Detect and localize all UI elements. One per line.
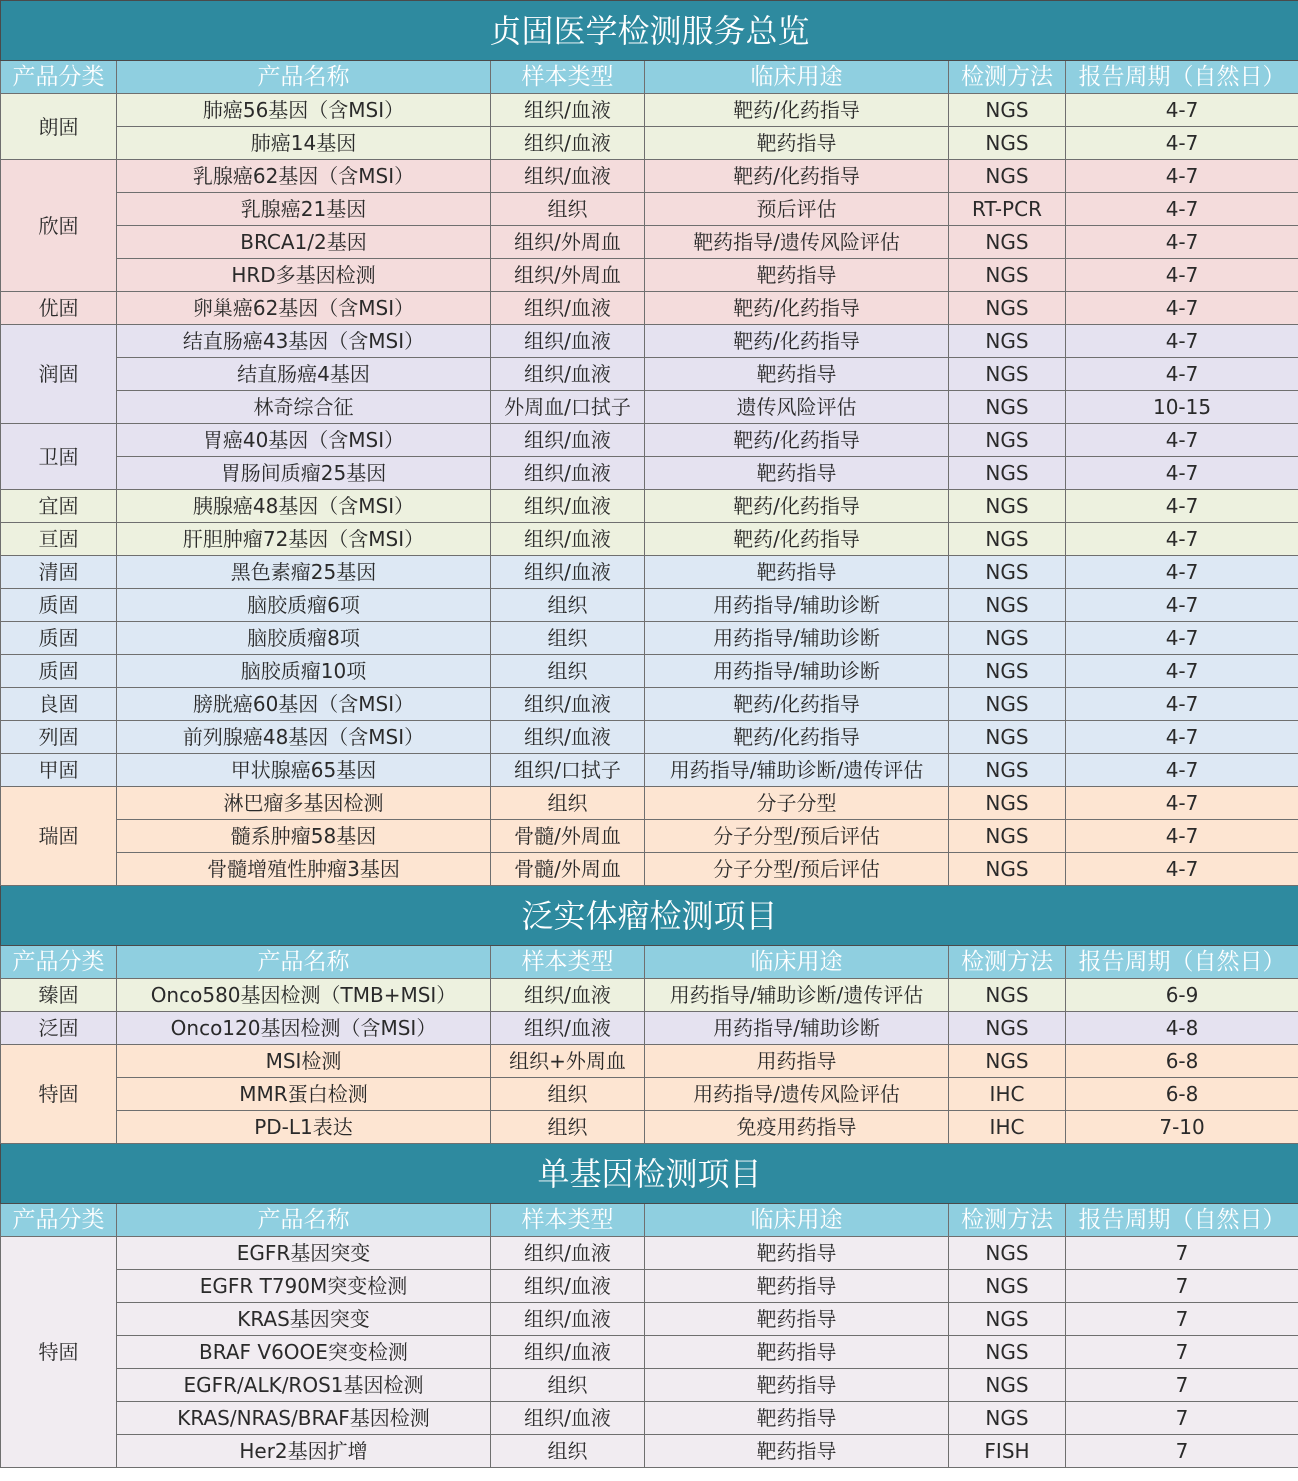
table-row: [1, 1435, 1298, 1468]
clinical-use-cell: 靶药/化药指导: [645, 160, 949, 193]
report-cycle-cell: 4-7: [1066, 160, 1298, 193]
report-cycle-cell: 4-7: [1066, 457, 1298, 490]
table-row: [1, 1111, 1298, 1144]
sample-type-cell: 组织/血液: [491, 1270, 645, 1303]
clinical-use-cell: 靶药/化药指导: [645, 688, 949, 721]
product-name-cell: BRCA1/2基因: [117, 226, 491, 259]
table-row: [1, 655, 1298, 688]
clinical-use-cell: 分子分型/预后评估: [645, 853, 949, 886]
sample-type-cell: 组织/血液: [491, 556, 645, 589]
sample-type-cell: 组织/血液: [491, 160, 645, 193]
clinical-use-cell: 靶药/化药指导: [645, 292, 949, 325]
table-row: [1, 226, 1298, 259]
report-cycle-cell: 10-15: [1066, 391, 1298, 424]
product-name-cell: MMR蛋白检测: [117, 1078, 491, 1111]
product-name-cell: 髓系肿瘤58基因: [117, 820, 491, 853]
column-header: 产品名称: [117, 946, 491, 979]
method-cell: NGS: [949, 1012, 1066, 1045]
product-name-cell: 肝胆肿瘤72基因（含MSI）: [117, 523, 491, 556]
method-cell: NGS: [949, 325, 1066, 358]
clinical-use-cell: 用药指导/辅助诊断: [645, 655, 949, 688]
table-row: [1, 820, 1298, 853]
section-title-row: [1, 1, 1298, 61]
method-cell: NGS: [949, 391, 1066, 424]
sample-type-cell: 外周血/口拭子: [491, 391, 645, 424]
column-header: 检测方法: [949, 1204, 1066, 1237]
report-cycle-cell: 4-7: [1066, 490, 1298, 523]
method-cell: FISH: [949, 1435, 1066, 1468]
table-row: [1, 1270, 1298, 1303]
report-cycle-cell: 4-7: [1066, 358, 1298, 391]
column-header: 报告周期（自然日）: [1066, 61, 1298, 94]
method-cell: NGS: [949, 688, 1066, 721]
table-row: [1, 160, 1298, 193]
column-header: 报告周期（自然日）: [1066, 946, 1298, 979]
table-row: [1, 754, 1298, 787]
clinical-use-cell: 用药指导/辅助诊断: [645, 622, 949, 655]
sample-type-cell: 组织/外周血: [491, 226, 645, 259]
product-name-cell: PD-L1表达: [117, 1111, 491, 1144]
column-header: 产品名称: [117, 1204, 491, 1237]
category-cell: 质固: [1, 655, 117, 688]
clinical-use-cell: 靶药/化药指导: [645, 94, 949, 127]
method-cell: NGS: [949, 490, 1066, 523]
sample-type-cell: 组织/血液: [491, 457, 645, 490]
column-header: 产品分类: [1, 1204, 117, 1237]
sample-type-cell: 骨髓/外周血: [491, 853, 645, 886]
clinical-use-cell: 用药指导/辅助诊断: [645, 589, 949, 622]
column-header: 检测方法: [949, 946, 1066, 979]
column-header: 临床用途: [645, 1204, 949, 1237]
category-cell: 朗固: [1, 94, 117, 160]
sample-type-cell: 组织: [491, 193, 645, 226]
sample-type-cell: 组织/血液: [491, 688, 645, 721]
table-row: [1, 490, 1298, 523]
table-row: [1, 358, 1298, 391]
report-cycle-cell: 4-7: [1066, 523, 1298, 556]
sample-type-cell: 组织/血液: [491, 94, 645, 127]
report-cycle-cell: 4-7: [1066, 127, 1298, 160]
product-name-cell: 结直肠癌4基因: [117, 358, 491, 391]
method-cell: NGS: [949, 127, 1066, 160]
method-cell: NGS: [949, 1237, 1066, 1270]
category-cell: 良固: [1, 688, 117, 721]
section-title-row: [1, 1144, 1298, 1204]
table-row: [1, 1402, 1298, 1435]
clinical-use-cell: 靶药指导: [645, 1303, 949, 1336]
report-cycle-cell: 7: [1066, 1303, 1298, 1336]
table-row: [1, 1336, 1298, 1369]
table-row: [1, 457, 1298, 490]
sample-type-cell: 组织/血液: [491, 1303, 645, 1336]
method-cell: IHC: [949, 1078, 1066, 1111]
column-header: 样本类型: [491, 946, 645, 979]
clinical-use-cell: 靶药/化药指导: [645, 490, 949, 523]
product-name-cell: 胃癌40基因（含MSI）: [117, 424, 491, 457]
table-row: [1, 787, 1298, 820]
product-name-cell: 卵巢癌62基因（含MSI）: [117, 292, 491, 325]
category-cell: 欣固: [1, 160, 117, 292]
product-name-cell: 甲状腺癌65基因: [117, 754, 491, 787]
column-header: 检测方法: [949, 61, 1066, 94]
sample-type-cell: 组织: [491, 655, 645, 688]
table-row: [1, 622, 1298, 655]
report-cycle-cell: 4-7: [1066, 424, 1298, 457]
category-cell: 亘固: [1, 523, 117, 556]
column-header: 产品分类: [1, 946, 117, 979]
table-row: [1, 94, 1298, 127]
table-row: [1, 688, 1298, 721]
clinical-use-cell: 靶药指导: [645, 1369, 949, 1402]
report-cycle-cell: 4-7: [1066, 226, 1298, 259]
column-header: 报告周期（自然日）: [1066, 1204, 1298, 1237]
clinical-use-cell: 预后评估: [645, 193, 949, 226]
product-name-cell: 乳腺癌21基因: [117, 193, 491, 226]
method-cell: NGS: [949, 787, 1066, 820]
category-cell: 优固: [1, 292, 117, 325]
method-cell: NGS: [949, 457, 1066, 490]
report-cycle-cell: 4-7: [1066, 325, 1298, 358]
sample-type-cell: 组织: [491, 1369, 645, 1402]
report-cycle-cell: 4-7: [1066, 556, 1298, 589]
method-cell: NGS: [949, 292, 1066, 325]
sample-type-cell: 组织/血液: [491, 1402, 645, 1435]
clinical-use-cell: 靶药指导: [645, 1237, 949, 1270]
product-name-cell: 胃肠间质瘤25基因: [117, 457, 491, 490]
sample-type-cell: 组织/血液: [491, 424, 645, 457]
product-name-cell: HRD多基因检测: [117, 259, 491, 292]
section-title: 贞固医学检测服务总览: [1, 1, 1298, 61]
category-cell: 宜固: [1, 490, 117, 523]
clinical-use-cell: 靶药指导: [645, 1402, 949, 1435]
clinical-use-cell: 靶药指导: [645, 259, 949, 292]
clinical-use-cell: 靶药指导: [645, 1435, 949, 1468]
product-name-cell: BRAF V6OOE突变检测: [117, 1336, 491, 1369]
product-name-cell: EGFR T790M突变检测: [117, 1270, 491, 1303]
table-row: [1, 589, 1298, 622]
method-cell: NGS: [949, 754, 1066, 787]
table-row: [1, 1237, 1298, 1270]
sample-type-cell: 组织/血液: [491, 325, 645, 358]
category-cell: 臻固: [1, 979, 117, 1012]
table-row: [1, 193, 1298, 226]
sample-type-cell: 组织/血液: [491, 721, 645, 754]
product-name-cell: 淋巴瘤多基因检测: [117, 787, 491, 820]
report-cycle-cell: 4-7: [1066, 655, 1298, 688]
report-cycle-cell: 4-7: [1066, 259, 1298, 292]
clinical-use-cell: 靶药/化药指导: [645, 523, 949, 556]
service-table-body: [1, 1, 1298, 1468]
report-cycle-cell: 6-8: [1066, 1078, 1298, 1111]
category-cell: 卫固: [1, 424, 117, 490]
method-cell: NGS: [949, 820, 1066, 853]
clinical-use-cell: 用药指导/辅助诊断/遗传评估: [645, 754, 949, 787]
table-row: [1, 1303, 1298, 1336]
report-cycle-cell: 7: [1066, 1270, 1298, 1303]
clinical-use-cell: 靶药指导: [645, 1270, 949, 1303]
clinical-use-cell: 靶药指导: [645, 556, 949, 589]
report-cycle-cell: 7: [1066, 1369, 1298, 1402]
product-name-cell: 黑色素瘤25基因: [117, 556, 491, 589]
report-cycle-cell: 4-7: [1066, 754, 1298, 787]
method-cell: NGS: [949, 1336, 1066, 1369]
method-cell: NGS: [949, 358, 1066, 391]
sample-type-cell: 组织: [491, 622, 645, 655]
product-name-cell: KRAS/NRAS/BRAF基因检测: [117, 1402, 491, 1435]
method-cell: NGS: [949, 622, 1066, 655]
method-cell: RT-PCR: [949, 193, 1066, 226]
column-header: 产品名称: [117, 61, 491, 94]
section-title: 单基因检测项目: [1, 1144, 1298, 1204]
method-cell: NGS: [949, 655, 1066, 688]
category-cell: 泛固: [1, 1012, 117, 1045]
column-header: 样本类型: [491, 61, 645, 94]
column-header: 产品分类: [1, 61, 117, 94]
table-row: [1, 325, 1298, 358]
sample-type-cell: 组织/外周血: [491, 259, 645, 292]
report-cycle-cell: 7: [1066, 1435, 1298, 1468]
report-cycle-cell: 4-7: [1066, 622, 1298, 655]
sample-type-cell: 组织/血液: [491, 490, 645, 523]
report-cycle-cell: 4-7: [1066, 787, 1298, 820]
sample-type-cell: 组织/血液: [491, 358, 645, 391]
clinical-use-cell: 分子分型: [645, 787, 949, 820]
sample-type-cell: 组织/血液: [491, 523, 645, 556]
report-cycle-cell: 4-7: [1066, 292, 1298, 325]
sample-type-cell: 组织/口拭子: [491, 754, 645, 787]
report-cycle-cell: 6-9: [1066, 979, 1298, 1012]
category-cell: 特固: [1, 1045, 117, 1144]
product-name-cell: 肺癌56基因（含MSI）: [117, 94, 491, 127]
clinical-use-cell: 靶药指导: [645, 457, 949, 490]
column-header: 临床用途: [645, 946, 949, 979]
report-cycle-cell: 4-7: [1066, 820, 1298, 853]
clinical-use-cell: 靶药指导: [645, 358, 949, 391]
sample-type-cell: 组织/血液: [491, 1336, 645, 1369]
category-cell: 甲固: [1, 754, 117, 787]
method-cell: IHC: [949, 1111, 1066, 1144]
report-cycle-cell: 7: [1066, 1336, 1298, 1369]
clinical-use-cell: 用药指导/遗传风险评估: [645, 1078, 949, 1111]
table-row: [1, 259, 1298, 292]
sample-type-cell: 组织: [491, 589, 645, 622]
product-name-cell: 脑胶质瘤10项: [117, 655, 491, 688]
table-row: [1, 1078, 1298, 1111]
sample-type-cell: 组织+外周血: [491, 1045, 645, 1078]
method-cell: NGS: [949, 589, 1066, 622]
clinical-use-cell: 靶药指导/遗传风险评估: [645, 226, 949, 259]
clinical-use-cell: 遗传风险评估: [645, 391, 949, 424]
clinical-use-cell: 靶药/化药指导: [645, 325, 949, 358]
column-header: 临床用途: [645, 61, 949, 94]
table-row: [1, 1012, 1298, 1045]
method-cell: NGS: [949, 523, 1066, 556]
sample-type-cell: 组织: [491, 1111, 645, 1144]
category-cell: 质固: [1, 589, 117, 622]
report-cycle-cell: 7-10: [1066, 1111, 1298, 1144]
clinical-use-cell: 用药指导/辅助诊断: [645, 1012, 949, 1045]
method-cell: NGS: [949, 1369, 1066, 1402]
table-row: [1, 127, 1298, 160]
method-cell: NGS: [949, 160, 1066, 193]
product-name-cell: EGFR基因突变: [117, 1237, 491, 1270]
report-cycle-cell: 4-8: [1066, 1012, 1298, 1045]
sample-type-cell: 组织: [491, 1435, 645, 1468]
product-name-cell: KRAS基因突变: [117, 1303, 491, 1336]
product-name-cell: 胰腺癌48基因（含MSI）: [117, 490, 491, 523]
sample-type-cell: 组织/血液: [491, 1237, 645, 1270]
sample-type-cell: 骨髓/外周血: [491, 820, 645, 853]
clinical-use-cell: 靶药指导: [645, 127, 949, 160]
table-row: [1, 853, 1298, 886]
clinical-use-cell: 分子分型/预后评估: [645, 820, 949, 853]
sample-type-cell: 组织/血液: [491, 1012, 645, 1045]
column-header-row: [1, 61, 1298, 94]
sample-type-cell: 组织/血液: [491, 127, 645, 160]
product-name-cell: 膀胱癌60基因（含MSI）: [117, 688, 491, 721]
product-name-cell: MSI检测: [117, 1045, 491, 1078]
clinical-use-cell: 免疫用药指导: [645, 1111, 949, 1144]
report-cycle-cell: 4-7: [1066, 853, 1298, 886]
report-cycle-cell: 6-8: [1066, 1045, 1298, 1078]
clinical-use-cell: 靶药/化药指导: [645, 721, 949, 754]
table-row: [1, 556, 1298, 589]
report-cycle-cell: 4-7: [1066, 688, 1298, 721]
table-row: [1, 1369, 1298, 1402]
product-name-cell: 乳腺癌62基因（含MSI）: [117, 160, 491, 193]
method-cell: NGS: [949, 1045, 1066, 1078]
table-row: [1, 391, 1298, 424]
clinical-use-cell: 靶药指导: [645, 1336, 949, 1369]
category-cell: 质固: [1, 622, 117, 655]
clinical-use-cell: 用药指导: [645, 1045, 949, 1078]
section-title: 泛实体瘤检测项目: [1, 886, 1298, 946]
method-cell: NGS: [949, 1402, 1066, 1435]
product-name-cell: EGFR/ALK/ROS1基因检测: [117, 1369, 491, 1402]
table-row: [1, 721, 1298, 754]
column-header: 样本类型: [491, 1204, 645, 1237]
product-name-cell: 结直肠癌43基因（含MSI）: [117, 325, 491, 358]
column-header-row: [1, 1204, 1298, 1237]
product-name-cell: Her2基因扩增: [117, 1435, 491, 1468]
table-row: [1, 424, 1298, 457]
section-title-row: [1, 886, 1298, 946]
product-name-cell: 林奇综合征: [117, 391, 491, 424]
table-row: [1, 292, 1298, 325]
clinical-use-cell: 用药指导/辅助诊断/遗传评估: [645, 979, 949, 1012]
category-cell: 特固: [1, 1237, 117, 1468]
report-cycle-cell: 7: [1066, 1402, 1298, 1435]
column-header-row: [1, 946, 1298, 979]
category-cell: 瑞固: [1, 787, 117, 886]
sample-type-cell: 组织/血液: [491, 979, 645, 1012]
product-name-cell: 前列腺癌48基因（含MSI）: [117, 721, 491, 754]
sample-type-cell: 组织: [491, 787, 645, 820]
category-cell: 列固: [1, 721, 117, 754]
product-name-cell: 骨髓增殖性肿瘤3基因: [117, 853, 491, 886]
method-cell: NGS: [949, 721, 1066, 754]
product-name-cell: 脑胶质瘤8项: [117, 622, 491, 655]
report-cycle-cell: 4-7: [1066, 94, 1298, 127]
method-cell: NGS: [949, 556, 1066, 589]
method-cell: NGS: [949, 94, 1066, 127]
method-cell: NGS: [949, 1270, 1066, 1303]
table-row: [1, 523, 1298, 556]
method-cell: NGS: [949, 979, 1066, 1012]
clinical-use-cell: 靶药/化药指导: [645, 424, 949, 457]
method-cell: NGS: [949, 424, 1066, 457]
report-cycle-cell: 7: [1066, 1237, 1298, 1270]
category-cell: 润固: [1, 325, 117, 424]
sample-type-cell: 组织/血液: [491, 292, 645, 325]
report-cycle-cell: 4-7: [1066, 589, 1298, 622]
product-name-cell: Onco120基因检测（含MSI）: [117, 1012, 491, 1045]
product-name-cell: 脑胶质瘤6项: [117, 589, 491, 622]
table-row: [1, 1045, 1298, 1078]
report-cycle-cell: 4-7: [1066, 721, 1298, 754]
report-cycle-cell: 4-7: [1066, 193, 1298, 226]
product-name-cell: Onco580基因检测（TMB+MSI）: [117, 979, 491, 1012]
method-cell: NGS: [949, 226, 1066, 259]
table-row: [1, 979, 1298, 1012]
category-cell: 清固: [1, 556, 117, 589]
method-cell: NGS: [949, 1303, 1066, 1336]
method-cell: NGS: [949, 853, 1066, 886]
sample-type-cell: 组织: [491, 1078, 645, 1111]
product-name-cell: 肺癌14基因: [117, 127, 491, 160]
method-cell: NGS: [949, 259, 1066, 292]
